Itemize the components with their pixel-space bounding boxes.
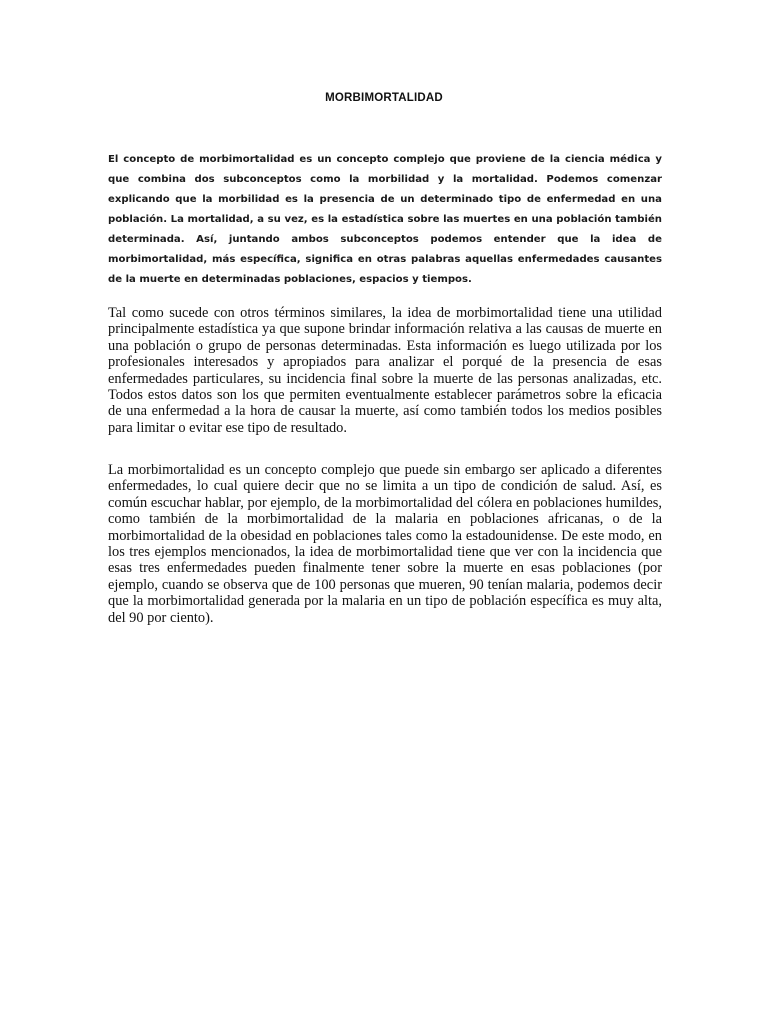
paragraph-definition: El concepto de morbimortalidad es un concepto complejo que proviene de la ciencia médica y que combina dos subconceptos como la morbilidad y la mortalidad. Podemos comenzar explicando que la morbilidad es la presencia de un determinado tipo de enfermedad en una población. La mortalidad, a su vez, es la estadística sobre las muertes en una población también determinada. Así, juntando ambos subconceptos podemos entender que la idea de morbimortalidad, más específica, significa en otras palabras aquellas enfermedades causantes de la muerte en determinadas poblaciones, espacios y tiempos. [108,154,662,285]
paragraph-statistical-utility: Tal como sucede con otros términos similares, la idea de morbimortalidad tiene una utilidad principalmente estadística ya que supone brindar información relativa a las causas de muerte en una población o grupo de personas determinadas. Esta información es luego utilizada por los profesionales interesados y apropiados para analizar el porqué de la presencia de esas enfermedades particulares, su incidencia final sobre la muerte de las personas analizadas, etc. Todos estos datos son los que permiten eventualmente establecer parámetros sobre la eficacia de una enfermedad a la hora de causar la muerte, así como también todos los medios posibles para limitar o evitar ese tipo de resultado. [108,305,662,436]
document-title: MORBIMORTALIDAD [325,92,443,104]
paragraph-examples: La morbimortalidad es un concepto complejo que puede sin embargo ser aplicado a diferentes enfermedades, lo cual quiere decir que no se limita a un tipo de condición de salud. Así, es común escuchar hablar, por ejemplo, de la morbimortalidad del cólera en poblaciones humildes, como también de la morbimortalidad de la malaria en poblaciones africanas, o de la morbimortalidad de la obesidad en poblaciones tales como la estadounidense. De este modo, en los tres ejemplos mencionados, la idea de morbimortalidad tiene que ver con la incidencia que esas tres enfermedades pueden finalmente tener sobre la muerte en esas poblaciones (por ejemplo, cuando se observa que de 100 personas que mueren, 90 tenían malaria, podemos decir que la morbimortalidad generada por la malaria en un tipo de población específica es muy alta, del 90 por ciento). [108,462,662,626]
